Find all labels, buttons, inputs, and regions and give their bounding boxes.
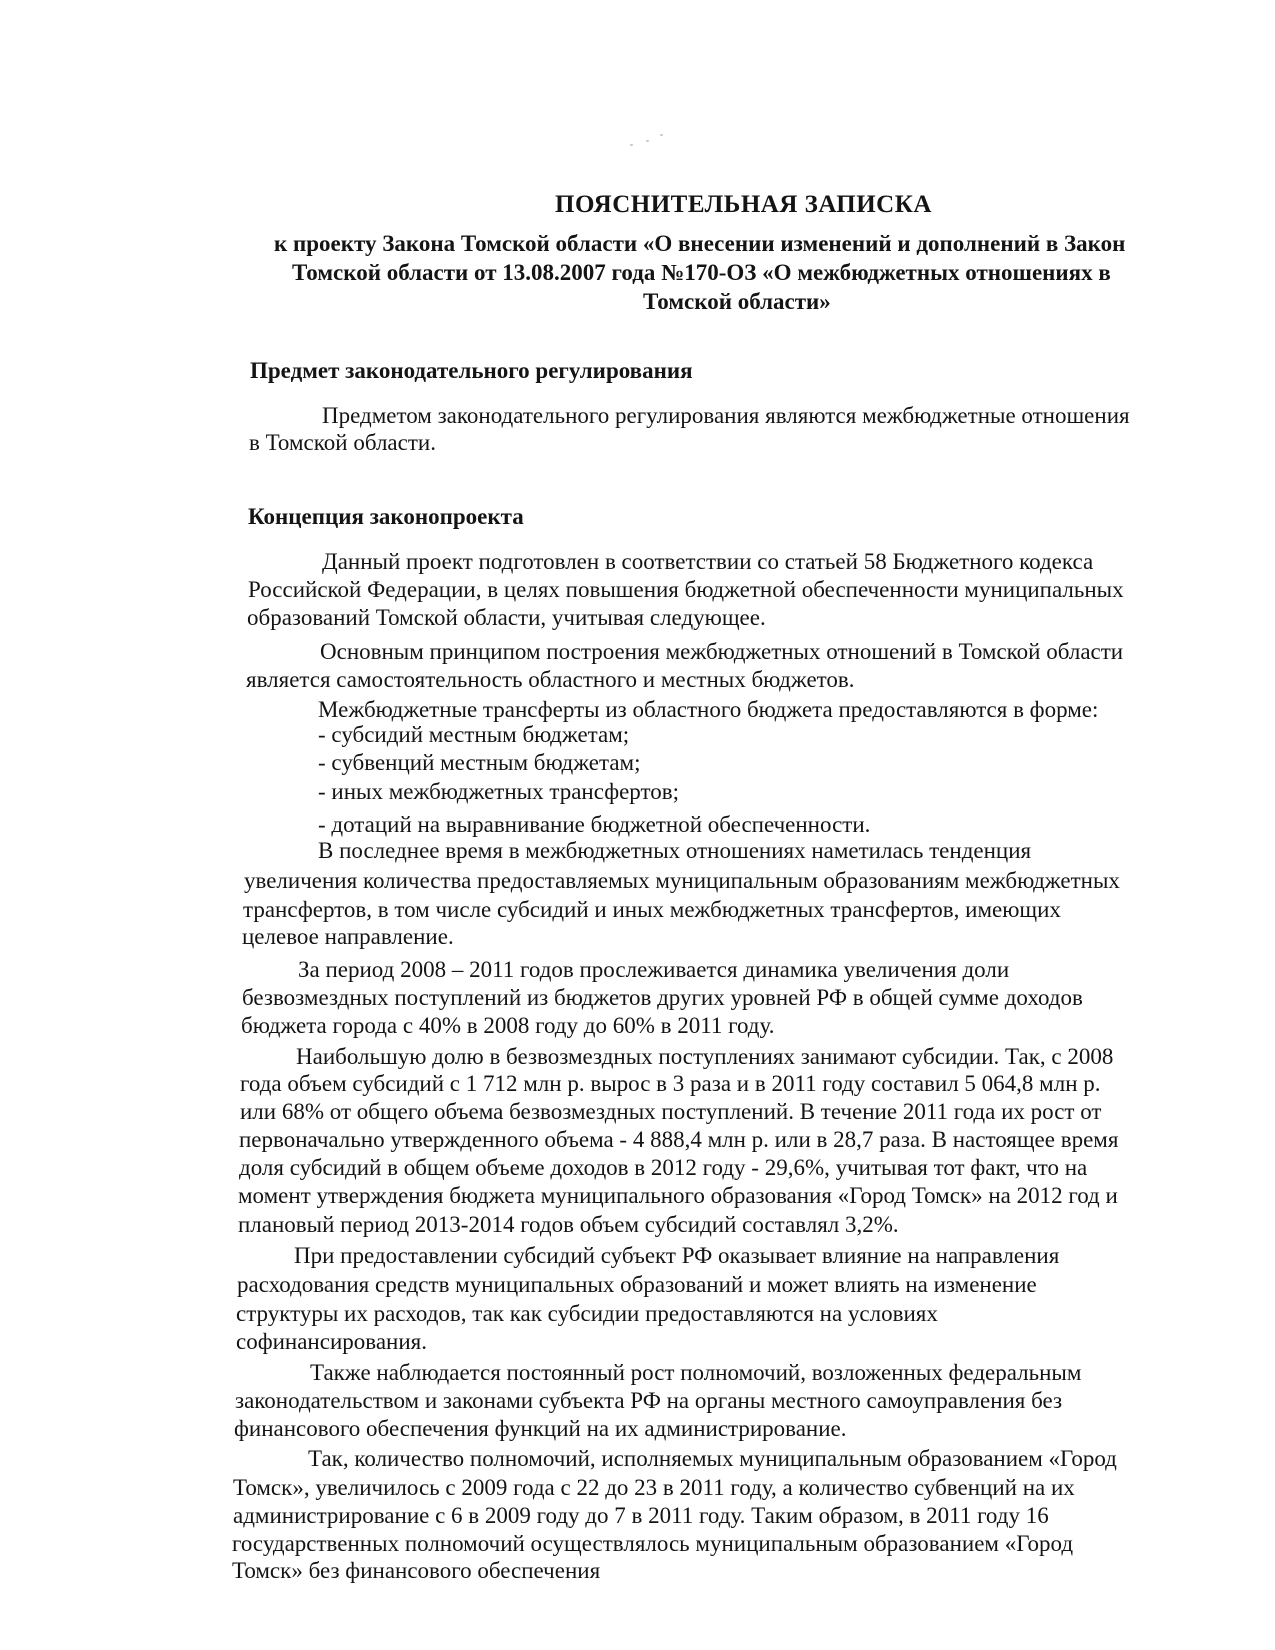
section-heading: Концепция законопроекта (248, 504, 524, 529)
paragraph-line: является самостоятельность областного и местных бюджетов. (246, 667, 855, 692)
paragraph-line: Российской Федерации, в целях повышения бюджетной обеспеченности муниципальных (248, 577, 1124, 602)
scan-speck (646, 140, 649, 142)
paragraph-line: финансового обеспечения функций на их администрирование. (234, 1416, 847, 1441)
paragraph-line: Так, количество полномочий, исполняемых муниципальным образованием «Город (308, 1446, 1117, 1471)
paragraph-line: плановый период 2013-2014 годов объем субсидий составлял 3,2%. (238, 1212, 899, 1237)
scan-speck (630, 144, 633, 146)
paragraph-line: в Томской области. (249, 430, 436, 455)
paragraph-line: государственных полномочий осуществлялось муниципальным образованием «Город (232, 1531, 1074, 1556)
paragraph-line: софинансирования. (236, 1329, 427, 1354)
paragraph-line: момент утверждения бюджета муниципального образования «Город Томск» на 2012 год и (238, 1183, 1118, 1208)
document-subtitle-line: к проекту Закона Томской области «О внесении изменений и дополнений в Закон (274, 231, 1126, 256)
paragraph-line: целевое направление. (242, 924, 454, 949)
paragraph-line: За период 2008 – 2011 годов прослеживается динамика увеличения доли (298, 957, 1010, 982)
list-item: - субвенций местным бюджетам; (318, 750, 641, 775)
paragraph-line: доля субсидий в общем объеме доходов в 2012 году - 29,6%, учитывая тот факт, что на (239, 1155, 1088, 1180)
paragraph-line: Наибольшую долю в безвозмездных поступлениях занимают субсидии. Так, с 2008 (296, 1044, 1114, 1069)
paragraph-line: расходования средств муниципальных образований и может влиять на изменение (237, 1272, 1037, 1297)
document-subtitle-line: Томской области» (643, 289, 831, 314)
paragraph-line: бюджета города с 40% в 2008 году до 60% в 2011 году. (241, 1013, 775, 1038)
paragraph-line: структуры их расходов, так как субсидии предоставляются на условиях (236, 1301, 938, 1326)
paragraph-line: безвозмездных поступлений из бюджетов других уровней РФ в общей сумме доходов (242, 985, 1083, 1010)
document-title: ПОЯСНИТЕЛЬНАЯ ЗАПИСКА (555, 191, 932, 218)
paragraph-line: законодательством и законами субъекта РФ на органы местного самоуправления без (235, 1388, 1063, 1413)
paragraph-line: Предметом законодательного регулирования являются межбюджетные отношения (322, 403, 1130, 428)
paragraph-line: администрирование с 6 в 2009 году до 7 в 2011 году. Таким образом, в 2011 году 16 (233, 1503, 1049, 1528)
paragraph-line: увеличения количества предоставляемых муниципальным образованиям межбюджетных (244, 868, 1120, 893)
paragraph-line: Данный проект подготовлен в соответствии со статьей 58 Бюджетного кодекса (322, 549, 1094, 574)
paragraph-line: или 68% от общего объема безвозмездных поступлений. В течение 2011 года их рост от (240, 1099, 1102, 1124)
paragraph-line: трансфертов, в том числе субсидий и иных межбюджетных трансфертов, имеющих (243, 897, 1061, 922)
paragraph-line: образований Томской области, учитывая следующее. (247, 605, 766, 630)
list-item: - субсидий местным бюджетам; (318, 722, 630, 747)
paragraph-line: Основным принципом построения межбюджетных отношений в Томской области (320, 639, 1124, 664)
paragraph-line: Межбюджетные трансферты из областного бюджета предоставляются в форме: (318, 697, 1099, 722)
list-item: - иных межбюджетных трансфертов; (318, 779, 680, 804)
paragraph-line: года объем субсидий с 1 712 млн р. вырос в 3 раза и в 2011 году составил 5 064,8 млн р. (240, 1071, 1101, 1096)
paragraph-line: Томск», увеличилось с 2009 года с 22 до 23 в 2011 году, а количество субвенций на их (233, 1475, 1075, 1500)
paragraph-line: При предоставлении субсидий субъект РФ оказывает влияние на направления (294, 1243, 1060, 1268)
scan-speck (660, 134, 663, 136)
paragraph-line: Также наблюдается постоянный рост полномочий, возложенных федеральным (310, 1360, 1082, 1385)
document-subtitle-line: Томской области от 13.08.2007 года №170-ОЗ «О межбюджетных отношениях в (292, 260, 1111, 285)
section-heading: Предмет законодательного регулирования (250, 358, 693, 383)
paragraph-line: первоначально утвержденного объема - 4 888,4 млн р. или в 28,7 раза. В настоящее время (239, 1127, 1119, 1152)
list-item: - дотаций на выравнивание бюджетной обеспеченности. (318, 812, 871, 837)
paragraph-line: Томск» без финансового обеспечения (232, 1558, 601, 1583)
paragraph-line: В последнее время в межбюджетных отношениях наметилась тенденция (318, 838, 1032, 863)
